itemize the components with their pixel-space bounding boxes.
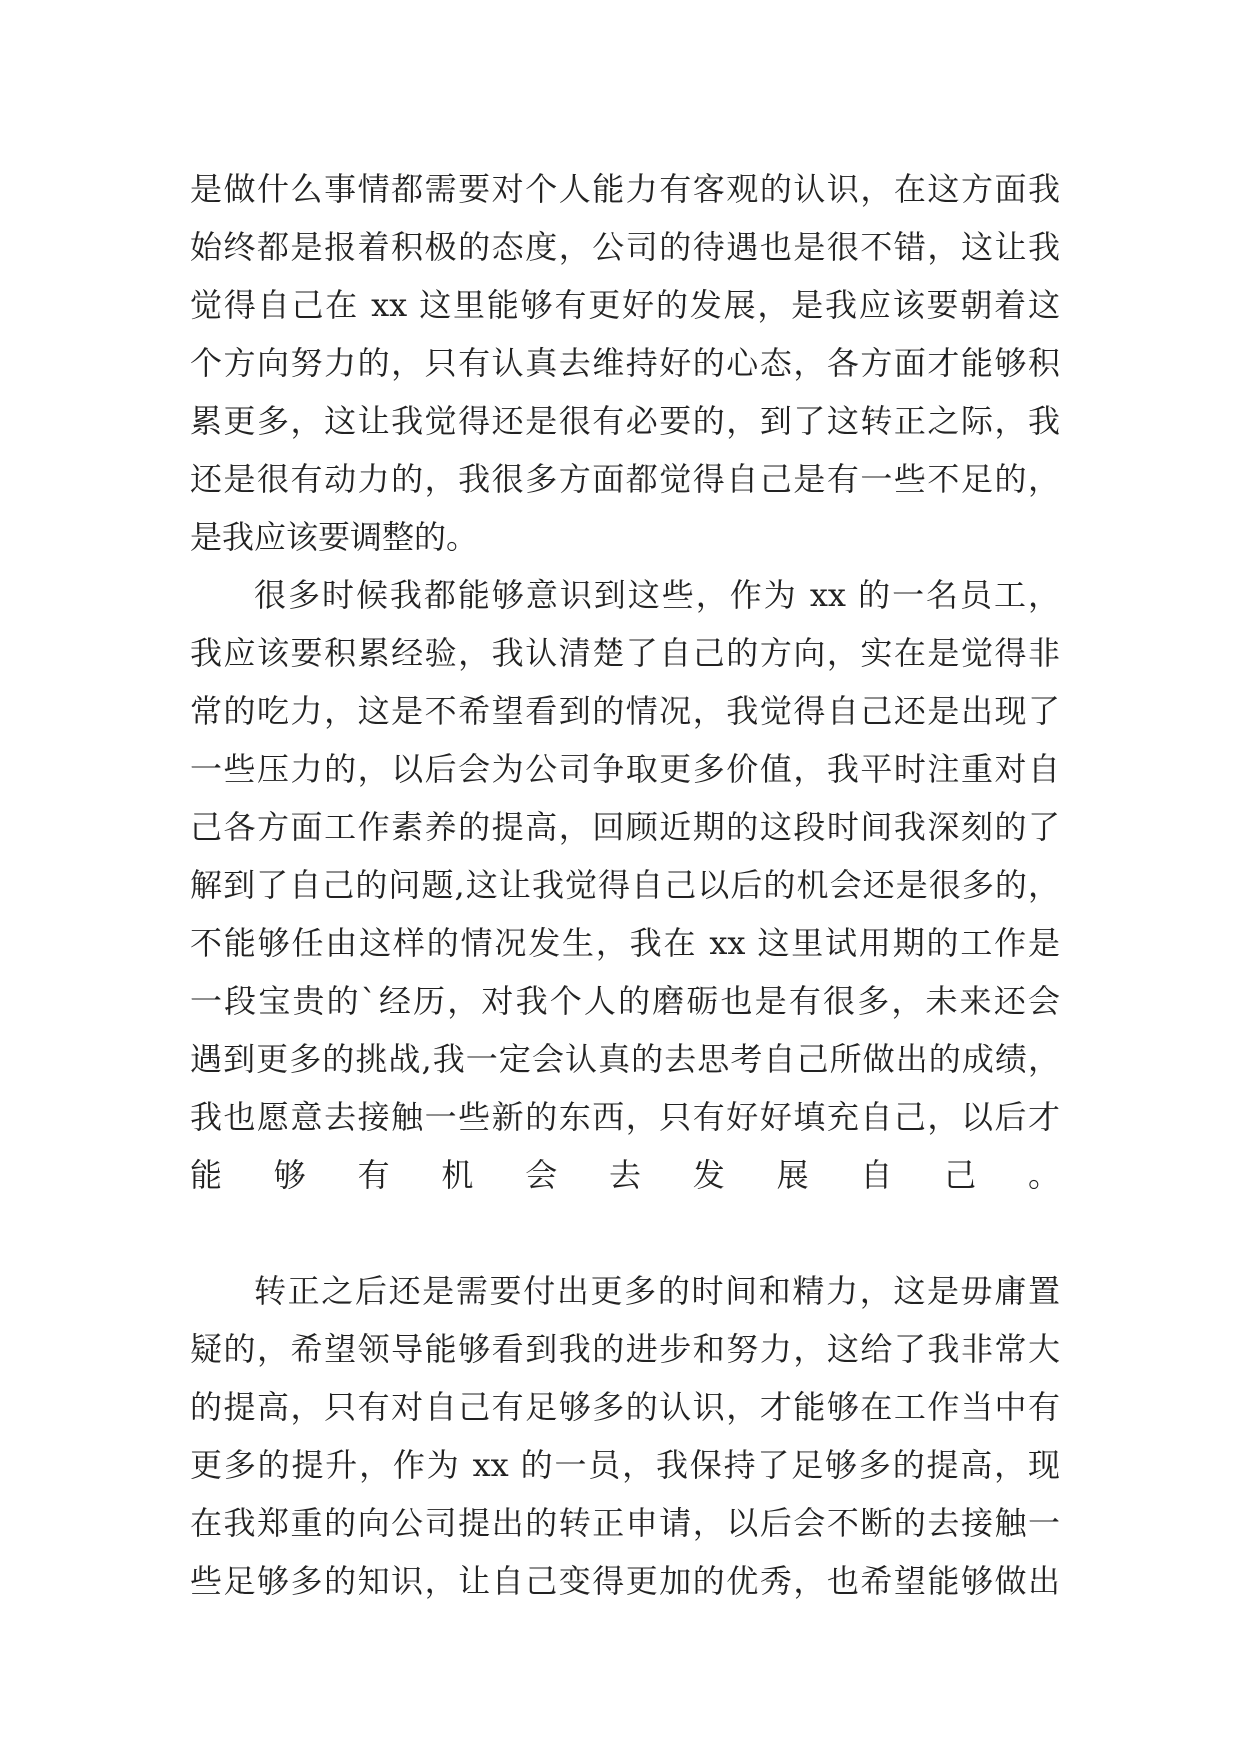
text-line: 个方向努力的，只有认真去维持好的心态，各方面才能够积	[190, 344, 1060, 382]
text-line: 解到了自己的问题,这让我觉得自己以后的机会还是很多的，	[190, 866, 1060, 904]
text-line: 不能够任由这样的情况发生，我在 xx 这里试用期的工作是	[190, 924, 1060, 962]
text-line: 很多时候我都能够意识到这些，作为 xx 的一名员工，	[254, 576, 1060, 614]
text-line: 始终都是报着积极的态度，公司的待遇也是很不错，这让我	[190, 228, 1060, 266]
text-line: 还是很有动力的，我很多方面都觉得自己是有一些不足的，	[190, 460, 1060, 498]
document-body	[190, 160, 1060, 1610]
text-line: 在我郑重的向公司提出的转正申请，以后会不断的去接触一	[190, 1504, 1060, 1542]
text-line: 转正之后还是需要付出更多的时间和精力，这是毋庸置	[254, 1272, 1060, 1310]
text-line: 一些压力的，以后会为公司争取更多价值，我平时注重对自	[190, 750, 1060, 788]
text-line: 一段宝贵的`经历，对我个人的磨砺也是有很多，未来还会	[190, 982, 1060, 1020]
text-line: 疑的，希望领导能够看到我的进步和努力，这给了我非常大	[190, 1330, 1060, 1368]
text-line: 些足够多的知识，让自己变得更加的优秀，也希望能够做出	[190, 1562, 1060, 1600]
paragraph-3	[190, 1262, 1060, 1610]
text-line: 常的吃力，这是不希望看到的情况，我觉得自己还是出现了	[190, 692, 1060, 730]
text-line: 能够有机会去发展自己。	[190, 1156, 1060, 1194]
text-line: 我也愿意去接触一些新的东西，只有好好填充自己，以后才	[190, 1098, 1060, 1136]
paragraph-2	[190, 566, 1060, 1262]
text-line: 觉得自己在 xx 这里能够有更好的发展，是我应该要朝着这	[190, 286, 1060, 324]
text-line: 的提高，只有对自己有足够多的认识，才能够在工作当中有	[190, 1388, 1060, 1426]
paragraph-1	[190, 160, 1060, 566]
text-line: 是我应该要调整的。	[190, 518, 479, 556]
text-line: 更多的提升，作为 xx 的一员，我保持了足够多的提高，现	[190, 1446, 1060, 1484]
text-line	[190, 1204, 1060, 1262]
text-line: 遇到更多的挑战,我一定会认真的去思考自己所做出的成绩，	[190, 1040, 1060, 1078]
text-line: 我应该要积累经验，我认清楚了自己的方向，实在是觉得非	[190, 634, 1060, 672]
text-line: 己各方面工作素养的提高，回顾近期的这段时间我深刻的了	[190, 808, 1060, 846]
text-line: 是做什么事情都需要对个人能力有客观的认识，在这方面我	[190, 170, 1060, 208]
text-line: 累更多，这让我觉得还是很有必要的，到了这转正之际，我	[190, 402, 1060, 440]
